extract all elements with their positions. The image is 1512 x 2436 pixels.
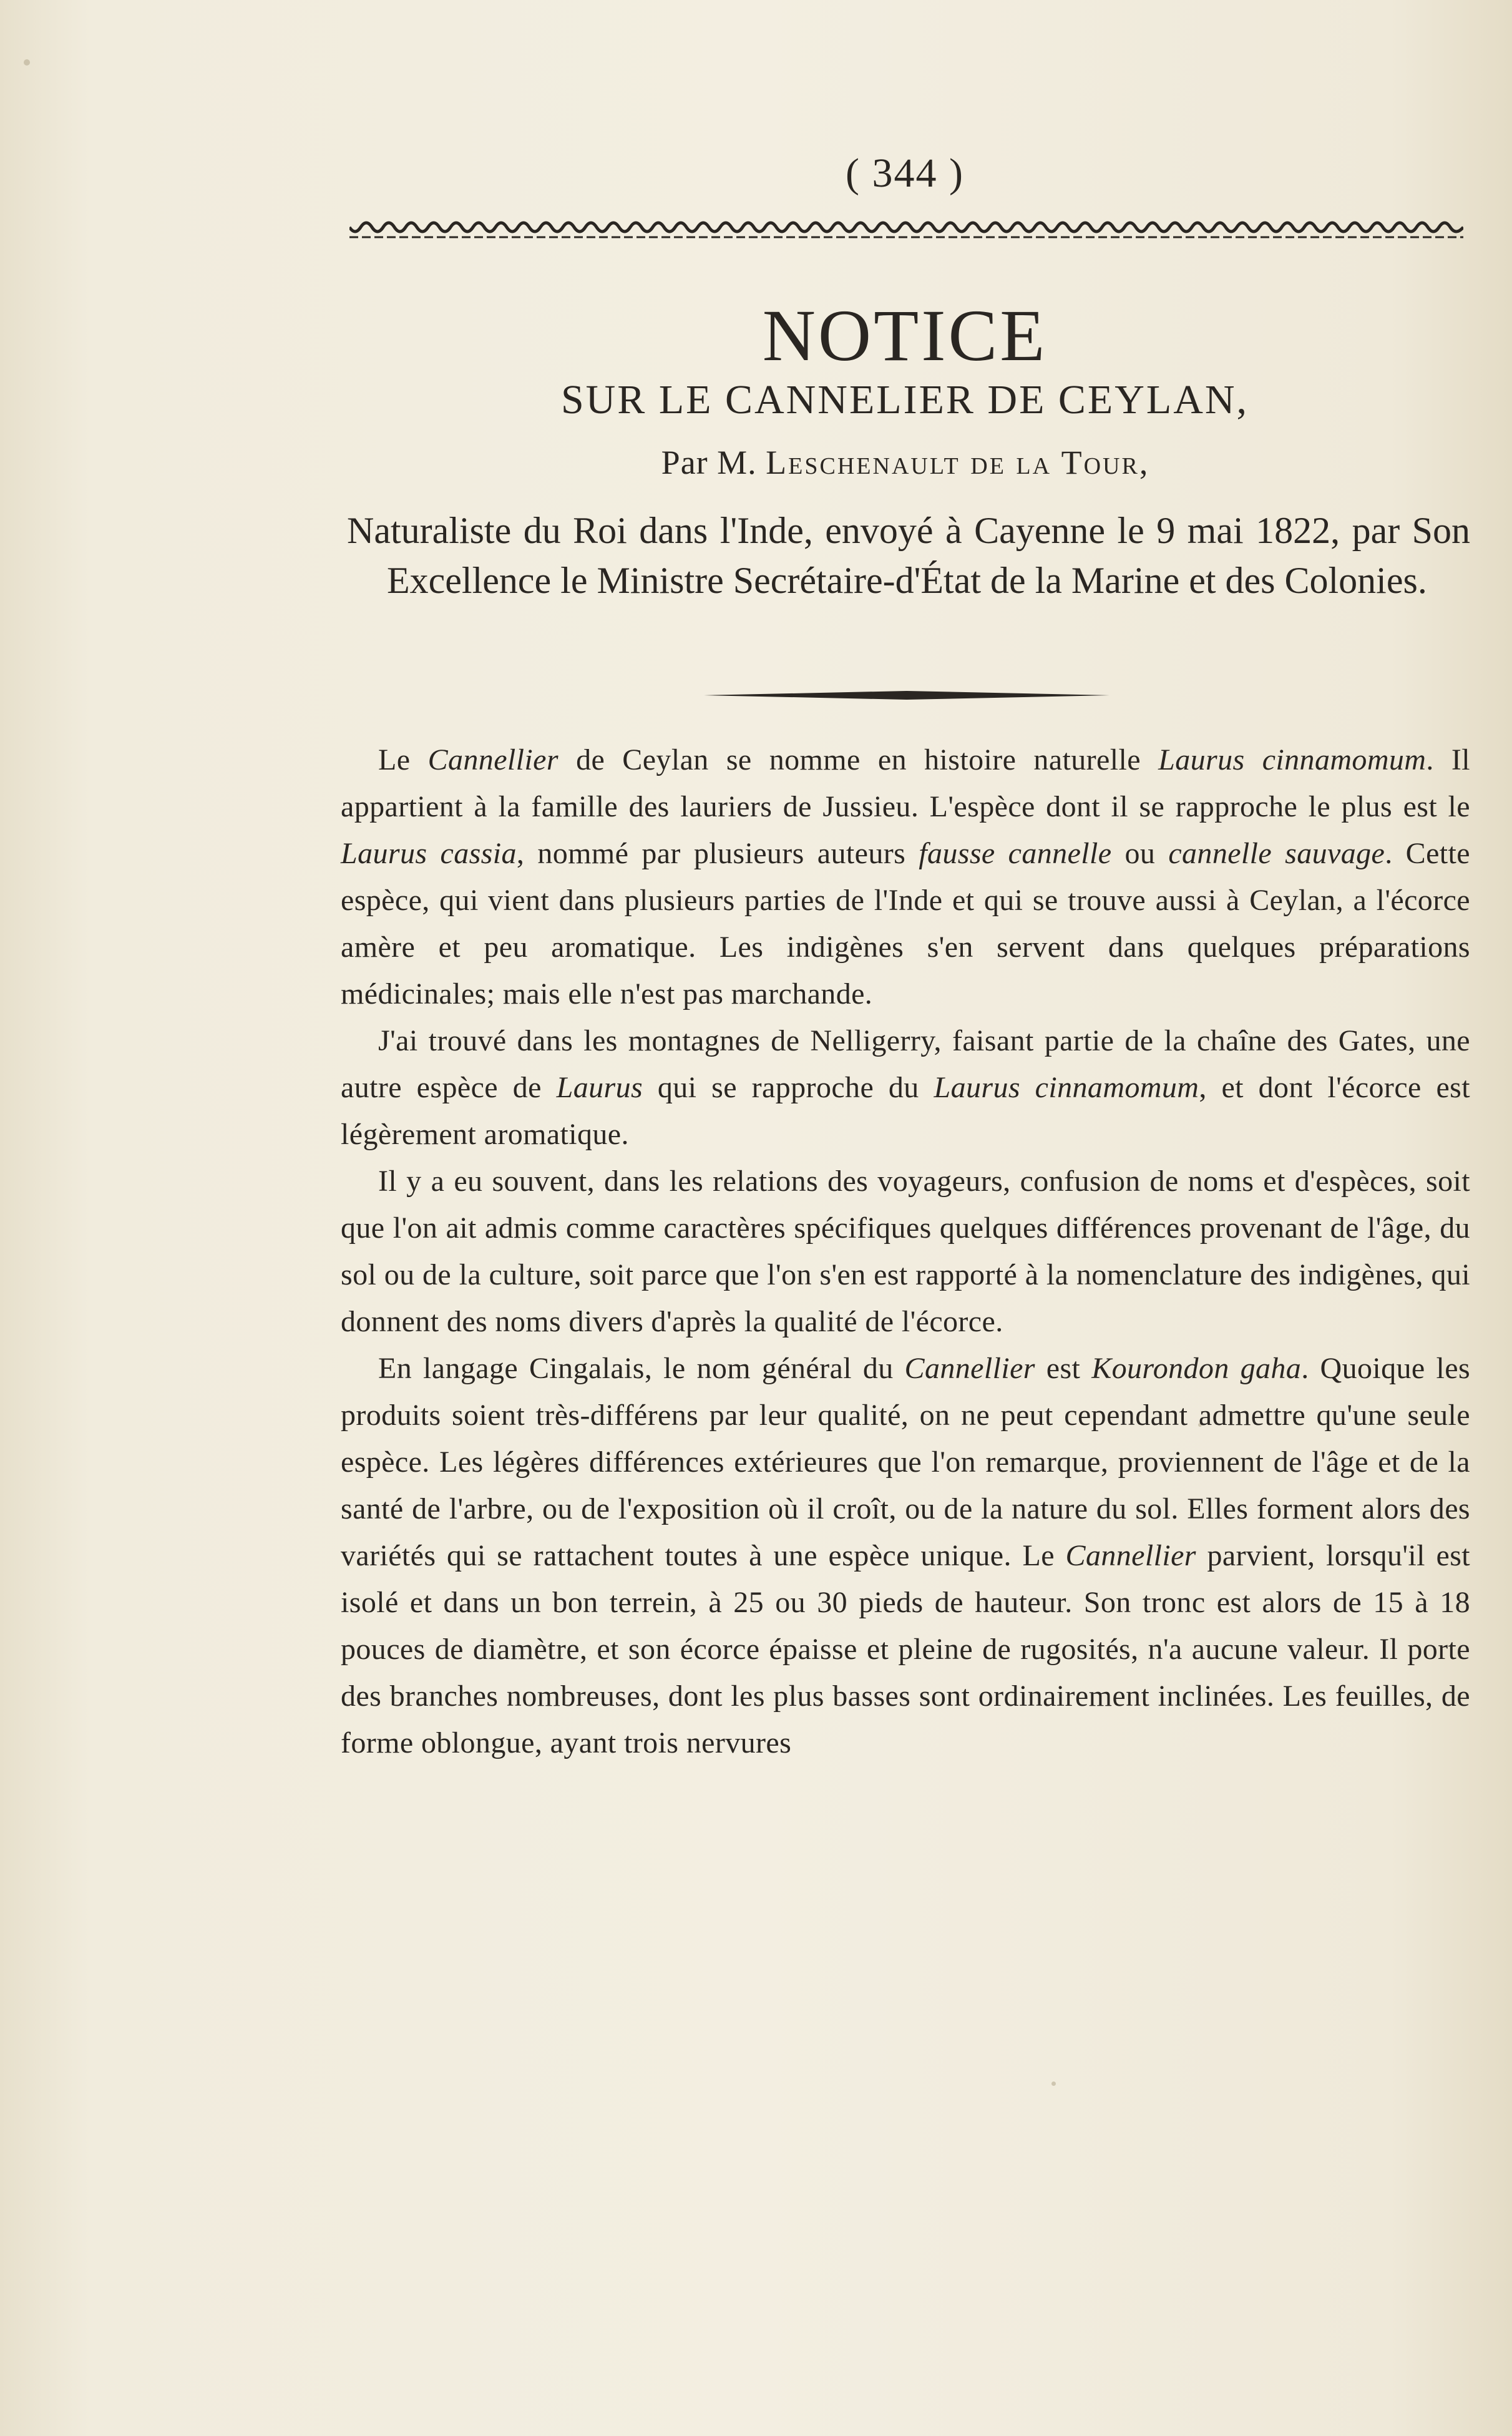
p4-text-e: . Quoique les produits soient très-différens par leur qualité, on ne peut cependant admettre qu'une seule espèce. Les légères différences extérieures que l'on remarque, proviennent de l'âge et de la santé de l'arbre, ou de l'exposition où il croît, ou de la nature du sol. Elles forment alors des variétés qui se rattachent toutes à une espèce unique. Le (341, 1352, 1471, 1572)
paragraph-3: Il y a eu souvent, dans les relations des voyageurs, confusion de noms et d'espèces, soit que l'on ait admis comme caractères spécifiques quelques différences provenant de l'âge, du sol ou de la culture, soit parce que l'on s'en est rapporté à la nomenclature des indigènes, qui donnent des noms divers d'après la qualité de l'écorce. (341, 1165, 1470, 1338)
p1-term-laurus-cassia: Laurus cassia (341, 837, 517, 870)
paper-spot (24, 59, 30, 66)
p1-text-e: . Il appartient à la famille des lauriers de Jussieu. L'espèce dont il se rapproche le plus est le (341, 743, 1471, 823)
p4-term-cannellier: Cannellier (904, 1352, 1035, 1385)
p4-text-c: est (1046, 1352, 1081, 1385)
p2-text-a: J'ai trouvé dans les montagnes de Nelligerry, faisant partie de la chaîne des Gates, une autre espèce de (341, 1024, 1470, 1104)
paragraph-2 (341, 1017, 1470, 1158)
p4-term-kourondon-gaha: Kourondon gaha (1091, 1352, 1302, 1385)
credentials-line-2: par Son Excellence le Ministre Secrétaire-d'État de la Marine et des Colonies. (387, 510, 1471, 601)
p1-text-i: ou (1124, 837, 1156, 870)
p2-text-e: , et dont l'écorce est légèrement aromatique. (341, 1071, 1471, 1151)
article-body (341, 736, 1470, 1766)
p1-text-k: . Cette espèce, qui vient dans plusieurs parties de l'Inde et qui se trouve aussi à Ceylan, a l'écorce amère et peu aromatique. Les indigènes s'en servent dans quelques préparations médicinales; mais elle n'est pas marchande. (341, 837, 1470, 1010)
p1-term-fausse-cannelle: fausse cannelle (919, 837, 1112, 870)
article-title: NOTICE (762, 295, 1048, 376)
paragraph-4 (341, 1345, 1470, 1766)
page-number: ( 344 ) (846, 150, 964, 196)
p4-text-a: En langage Cingalais, le nom général du (378, 1352, 894, 1385)
ornamental-rule (349, 220, 1463, 245)
article-subtitle: SUR LE CANNELIER DE CEYLAN, (560, 377, 1249, 423)
section-divider (704, 691, 1110, 700)
credentials-line-1: Naturaliste du Roi dans l'Inde, envoyé à Cayenne le 9 mai 1822, (347, 510, 1340, 551)
p1-term-laurus-cinnamomum: Laurus cinnamomum (1158, 743, 1427, 776)
p4-text-g: parvient, lorsqu'il est isolé et dans un bon terrein, à 25 ou 30 pieds de hauteur. Son tronc est alors de 15 à 18 pouces de diamètre, et son écorce épaisse et pleine de rugosités, n'a aucune valeur. Il porte des branches nombreuses, dont les plus basses sont ordinairement inclinées. Les feuilles, de forme oblongue, ayant trois nervures (341, 1539, 1471, 1759)
byline-suffix: , (1139, 444, 1149, 481)
p2-text-c: qui se rapproche du (657, 1071, 919, 1104)
paragraph-1 (341, 736, 1470, 1017)
author-credentials (347, 506, 1470, 605)
p2-term-laurus: Laurus (556, 1071, 643, 1104)
author-byline (0, 443, 1512, 482)
p1-text-c: de Ceylan se nomme en histoire naturelle (576, 743, 1141, 776)
p1-text-g: , nommé par plusieurs auteurs (516, 837, 906, 870)
p2-term-laurus-cinnamomum: Laurus cinnamomum (934, 1071, 1199, 1104)
p1-term-cannelle-sauvage: cannelle sauvage (1168, 837, 1385, 870)
p4-term-cannellier-2: Cannellier (1065, 1539, 1196, 1572)
p1-term-cannellier: Cannellier (427, 743, 558, 776)
byline-prefix: Par M. (661, 444, 757, 481)
p1-text-a: Le (378, 743, 411, 776)
paper-spot (1051, 2081, 1056, 2086)
author-name: Leschenault de la Tour (766, 444, 1139, 481)
